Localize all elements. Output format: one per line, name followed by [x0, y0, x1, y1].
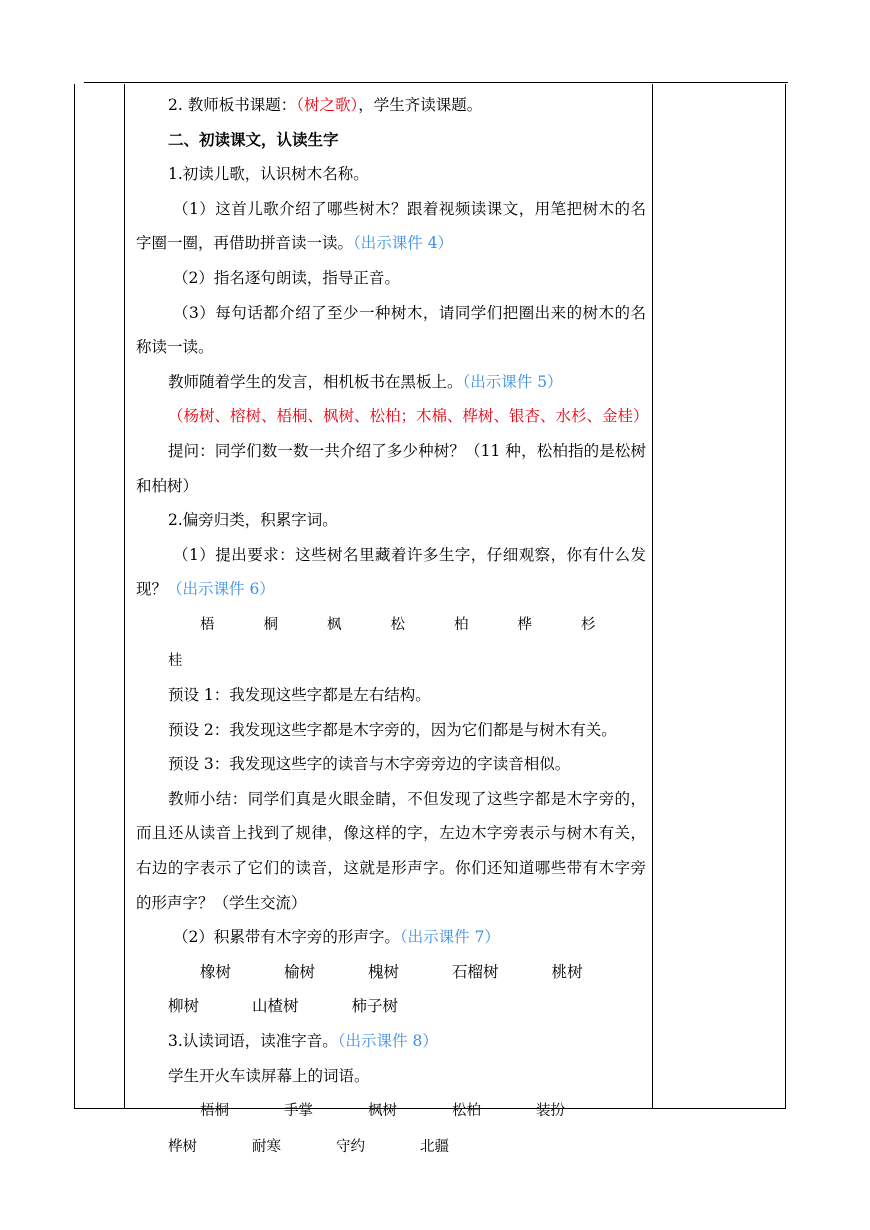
column-divider-left — [124, 84, 125, 1109]
column-divider-right — [652, 84, 653, 1109]
paragraph — [136, 192, 646, 261]
char: 柏 — [454, 616, 469, 633]
word: 槐树 — [368, 962, 400, 981]
word: 装扮 — [536, 1103, 565, 1120]
text: 2. 教师板书课题： — [168, 96, 297, 114]
step-heading: 1.初读儿歌，认识树木名称。 — [168, 165, 369, 184]
courseware-note: （出示课件 8） — [337, 1032, 438, 1051]
char: 枫 — [327, 616, 342, 633]
char: 桦 — [517, 616, 532, 633]
word: 榆树 — [284, 962, 316, 981]
lesson-content — [136, 88, 649, 1164]
char: 松 — [390, 616, 405, 633]
paragraph: 教师小结：同学们真是火眼金睛，不但发现了这些字都是木字旁的，而且还从读音上找到了规律，像这样的字，左边木字旁表示与树木有关，右边的字表示了它们的读音，这就是形声字。你们还知道哪些带有木字旁的形声字？（学生交流） — [136, 789, 646, 912]
courseware-note: （出示课件 5） — [462, 372, 563, 391]
vocabulary-row — [136, 1093, 646, 1164]
step-heading — [136, 1024, 646, 1059]
word: 柳树 — [168, 997, 200, 1016]
word: 柿子树 — [351, 997, 399, 1016]
text: 教师随着学生的发言，相机板书在黑板上。 — [168, 372, 463, 391]
word: 耐寒 — [252, 1138, 281, 1155]
table-top-border — [84, 82, 788, 83]
word: 山楂树 — [252, 997, 299, 1016]
word: 松柏 — [452, 1103, 481, 1120]
paragraph: 提问：同学们数一数一共介绍了多少种树？（11 种，松柏指的是松树和柏树） — [136, 441, 646, 495]
paragraph: （2）指名逐句朗读，指导正音。 — [173, 268, 400, 287]
char: 桐 — [263, 616, 278, 633]
title-highlight: （树之歌） — [296, 96, 359, 114]
word: 手掌 — [284, 1103, 313, 1120]
step-heading: 2.偏旁归类，积累字词。 — [168, 511, 338, 530]
section-heading: 二、初读课文，认读生字 — [168, 129, 339, 149]
paragraph — [136, 920, 646, 955]
paragraph — [136, 365, 646, 400]
char: 杉 — [581, 616, 596, 633]
text: （1）提出要求：这些树名里藏着许多生字，仔细观察，你有什么发现？ — [136, 545, 646, 599]
char: 梧 — [200, 616, 215, 633]
text: ，学生齐读课题。 — [358, 96, 483, 114]
text: 3.认读词语，读准字音。 — [168, 1032, 338, 1051]
word: 守约 — [336, 1138, 365, 1155]
tree-list-highlight: （杨树、榕树、梧桐、枫树、松柏；木棉、桦树、银杏、水杉、金桂） — [168, 407, 649, 426]
word: 梧桐 — [200, 1103, 229, 1120]
word: 桃树 — [551, 962, 583, 981]
courseware-note: （出示课件 4） — [353, 234, 454, 253]
paragraph: （3）每句话都介绍了至少一种树木，请同学们把圈出来的树木的名称读一读。 — [136, 303, 646, 357]
text: （1）这首儿歌介绍了哪些树木？跟着视频读课文，用笔把树木的名字圈一圈，再借助拼音读一读。 — [136, 199, 646, 253]
word: 石榴树 — [452, 962, 499, 981]
word: 枫树 — [368, 1103, 397, 1120]
courseware-note: （出示课件 6） — [167, 580, 275, 599]
paragraph: 预设 3：我发现这些字的读音与木字旁旁边的字读音相似。 — [168, 755, 571, 774]
word: 橡树 — [200, 962, 232, 981]
text: （2）积累带有木字旁的形声字。 — [173, 928, 400, 947]
paragraph: 预设 2：我发现这些字都是木字旁的，因为它们都是与树木有关。 — [168, 720, 617, 739]
tree-word-row — [136, 955, 646, 1024]
board-title-line — [136, 88, 646, 123]
word: 北疆 — [420, 1138, 449, 1155]
char: 桂 — [168, 652, 183, 669]
word: 桦树 — [168, 1138, 197, 1155]
paragraph: 学生开火车读屏幕上的词语。 — [168, 1066, 370, 1085]
courseware-note: （出示课件 7） — [399, 928, 500, 947]
paragraph: 预设 1：我发现这些字都是左右结构。 — [168, 686, 431, 705]
character-row — [136, 607, 646, 678]
paragraph — [136, 538, 646, 607]
